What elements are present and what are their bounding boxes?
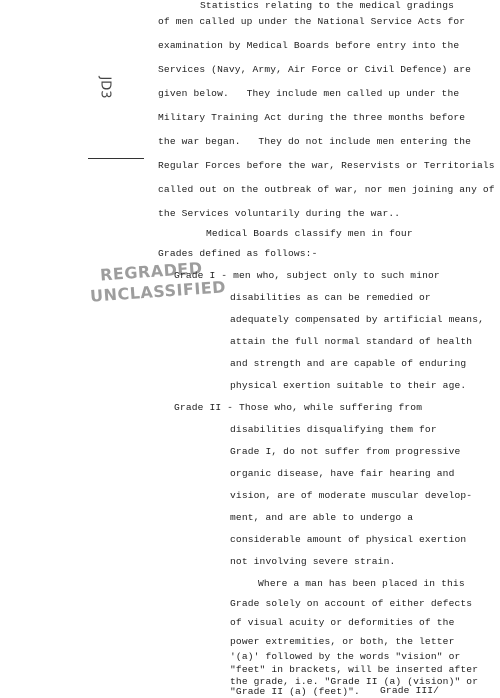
text-line: power extremities, or both, the letter (230, 636, 455, 647)
text-line: ment, and are able to undergo a (230, 512, 414, 523)
text-line: organic disease, have fair hearing and (230, 468, 455, 479)
text-line: not involving severe strain. (230, 556, 396, 567)
text-line: the grade, i.e. "Grade II (a) (vision)" or (230, 676, 479, 687)
text-line: Grade I, do not suffer from progressive (230, 446, 461, 457)
text-line: Where a man has been placed in this (258, 578, 465, 589)
text-line: called out on the outbreak of war, nor men joining any of (158, 184, 495, 195)
text-line: Regular Forces before the war, Reservists or Territorials (158, 160, 495, 171)
text-line: '(a)' followed by the words "vision" or (230, 651, 461, 662)
text-line: Military Training Act during the three months before (158, 112, 466, 123)
stamp-line-1: REGRADED (99, 258, 204, 285)
text-line: the Services voluntarily during the war.. (158, 208, 401, 219)
text-line: considerable amount of physical exertion (230, 534, 467, 545)
text-line: Statistics relating to the medical gradings (200, 0, 455, 11)
text-line: physical exertion suitable to their age. (230, 380, 467, 391)
grade-1-heading: Grade I - men who, subject only to such minor (174, 270, 440, 281)
margin-annotation: JD3 (97, 76, 113, 99)
text-line: Grades defined as follows:- (158, 248, 318, 259)
text-line: vision, are of moderate muscular develop- (230, 490, 473, 501)
text-line: the war began. They do not include men entering the (158, 136, 472, 147)
text-line: Services (Navy, Army, Air Force or Civil Defence) are (158, 64, 472, 75)
text-line: "Grade II (a) (feet)". (230, 686, 360, 697)
stamp-line-2: UNCLASSIFIED (89, 277, 227, 306)
text-line: given below. They include men called up under the (158, 88, 460, 99)
text-line: Grade solely on account of either defects (230, 598, 473, 609)
text-line: "feet" in brackets, will be inserted after (230, 664, 479, 675)
text-line: adequately compensated by artificial means, (230, 314, 485, 325)
grade-2-heading: Grade II - Those who, while suffering from (174, 402, 423, 413)
text-line: examination by Medical Boards before entry into the (158, 40, 460, 51)
text-line: disabilities as can be remedied or (230, 292, 431, 303)
text-line: of visual acuity or deformities of the (230, 617, 455, 628)
text-line: Medical Boards classify men in four (206, 228, 413, 239)
margin-rule (88, 158, 144, 159)
continuation-catchword: Grade III/ (380, 685, 440, 696)
text-line: disabilities disqualifying them for (230, 424, 437, 435)
text-line: attain the full normal standard of health (230, 336, 473, 347)
text-line: and strength and are capable of enduring (230, 358, 467, 369)
text-line: of men called up under the National Service Acts for (158, 16, 466, 27)
